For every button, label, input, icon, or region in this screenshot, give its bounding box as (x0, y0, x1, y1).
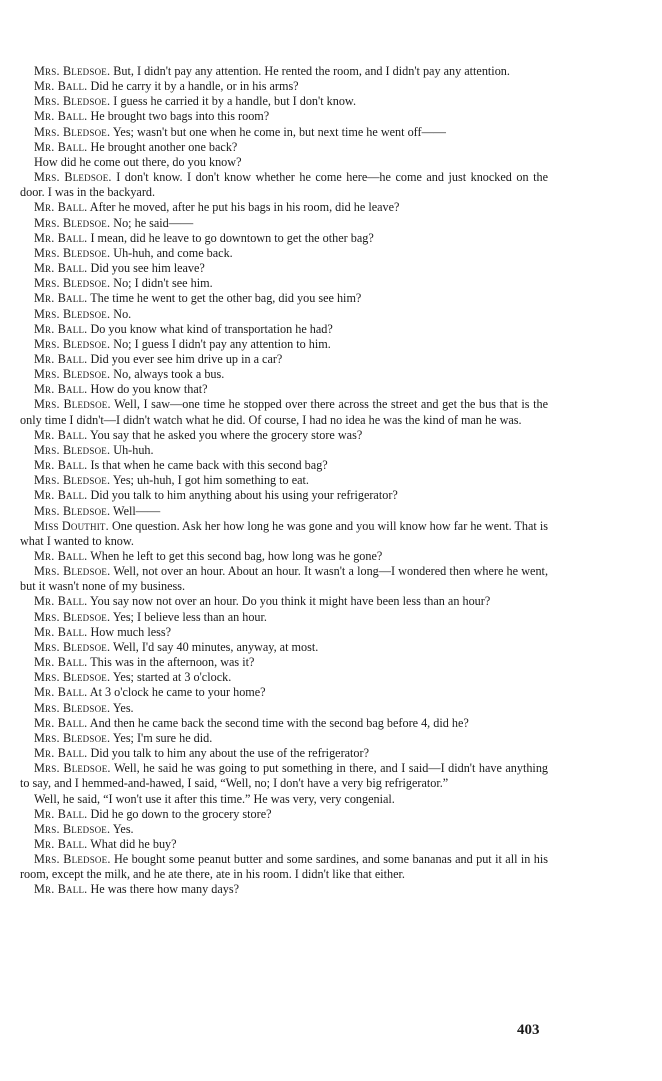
spoken-text: Did you talk to him anything about his using your refrigerator? (90, 488, 398, 503)
spoken-text: Yes; I believe less than an hour. (112, 609, 267, 624)
testimony-paragraph (20, 504, 548, 519)
speaker-name: Mr. Ball. (34, 79, 88, 94)
spoken-text: Yes; wasn't but one when he come in, but next time he went off—— (112, 124, 446, 139)
testimony-paragraph (20, 792, 548, 807)
speaker-name: Mr. Ball. (34, 427, 88, 442)
speaker-name: Mrs. Bledsoe. (34, 821, 111, 836)
speaker-name: Mrs. Bledsoe. (34, 473, 111, 488)
spoken-text: And then he came back the second time with the second bag before 4, did he? (89, 715, 469, 730)
speaker-name: Mrs. Bledsoe. (34, 670, 111, 685)
testimony-paragraph (20, 125, 548, 140)
spoken-text: The time he went to get the other bag, did you see him? (90, 291, 362, 306)
speaker-name: Mrs. Bledsoe. (34, 442, 111, 457)
testimony-paragraph (20, 473, 548, 488)
testimony-paragraph (20, 685, 548, 700)
spoken-text: Did you talk to him any about the use of the refrigerator? (90, 746, 369, 761)
testimony-paragraph (20, 367, 548, 382)
speaker-name: Mr. Ball. (34, 230, 88, 245)
testimony-paragraph (20, 610, 548, 625)
speaker-name: Mrs. Bledsoe. (34, 124, 111, 139)
speaker-name: Mrs. Bledsoe. (34, 306, 111, 321)
testimony-paragraph (20, 155, 548, 170)
speaker-name: Mrs. Bledsoe. (34, 215, 111, 230)
spoken-text: He brought another one back? (90, 139, 238, 154)
speaker-name: Mrs. Bledsoe. (34, 503, 111, 518)
page-number: 403 (517, 1022, 540, 1038)
testimony-paragraph (20, 216, 548, 231)
spoken-text: Did you see him leave? (90, 261, 205, 276)
testimony-paragraph (20, 458, 548, 473)
speaker-name: Mr. Ball. (34, 200, 88, 215)
testimony-paragraph (20, 564, 548, 594)
spoken-text: How did he come out there, do you know? (34, 154, 242, 169)
spoken-text: Well—— (113, 503, 161, 518)
testimony-paragraph (20, 655, 548, 670)
testimony-paragraph (20, 716, 548, 731)
testimony-paragraph (20, 140, 548, 155)
spoken-text: But, I didn't pay any attention. He rented the room, and I didn't pay any attention. (113, 64, 510, 78)
spoken-text: Yes. (112, 821, 134, 836)
spoken-text: Yes; uh-huh, I got him something to eat. (112, 473, 309, 488)
testimony-paragraph (20, 488, 548, 503)
spoken-text: Did you ever see him drive up in a car? (90, 351, 283, 366)
testimony-text (20, 64, 548, 898)
testimony-paragraph (20, 307, 548, 322)
spoken-text: No, always took a bus. (113, 367, 225, 382)
testimony-paragraph (20, 382, 548, 397)
spoken-text: Do you know what kind of transportation he had? (90, 321, 333, 336)
testimony-paragraph (20, 519, 548, 549)
spoken-text: Did he go down to the grocery store? (90, 806, 272, 821)
testimony-paragraph (20, 397, 548, 427)
speaker-name: Mr. Ball. (34, 458, 88, 473)
speaker-name: Mr. Ball. (34, 261, 88, 276)
testimony-paragraph (20, 322, 548, 337)
speaker-name: Mr. Ball. (34, 594, 88, 609)
testimony-paragraph (20, 261, 548, 276)
speaker-name: Mrs. Bledsoe. (34, 761, 111, 776)
testimony-paragraph (20, 640, 548, 655)
speaker-name: Mr. Ball. (34, 685, 88, 700)
speaker-name: Mr. Ball. (34, 624, 88, 639)
spoken-text: When he left to get this second bag, how long was he gone? (90, 549, 383, 563)
speaker-name: Mrs. Bledsoe. (34, 276, 111, 291)
speaker-name: Mrs. Bledsoe. (34, 336, 111, 351)
testimony-paragraph (20, 882, 548, 897)
speaker-name: Mr. Ball. (34, 139, 88, 154)
speaker-name: Mr. Ball. (34, 291, 88, 306)
spoken-text: Well, I saw—one time he stopped over there across the street and get the bus that is the only time I didn't—I didn't watch what he did. Of course, I had no idea he was the kind of man he was. (20, 397, 549, 427)
speaker-name: Mr. Ball. (34, 806, 88, 821)
testimony-paragraph (20, 837, 548, 852)
spoken-text: At 3 o'clock he came to your home? (89, 685, 266, 700)
speaker-name: Mrs. Bledsoe. (34, 367, 111, 382)
spoken-text: I don't know. I don't know whether he come here—he come and just knocked on the door. I was in the backyard. (20, 170, 549, 200)
speaker-name: Miss Douthit. (34, 518, 109, 533)
spoken-text: What did he buy? (90, 836, 177, 851)
spoken-text: Yes; I'm sure he did. (112, 730, 213, 745)
spoken-text: No; I didn't see him. (113, 276, 213, 291)
testimony-paragraph (20, 701, 548, 716)
testimony-paragraph (20, 231, 548, 246)
testimony-paragraph (20, 731, 548, 746)
spoken-text: No. (113, 306, 132, 321)
spoken-text: Is that when he came back with this second bag? (90, 458, 328, 473)
testimony-paragraph (20, 807, 548, 822)
speaker-name: Mr. Ball. (34, 746, 88, 761)
speaker-name: Mrs. Bledsoe. (34, 700, 111, 715)
spoken-text: How do you know that? (90, 382, 208, 397)
spoken-text: Well, he said he was going to put something in there, and I said—I didn't have anything to say, and I hemmed-and-hawed, I said, “Well, no; I don't have a very big refrigerator.” (20, 761, 549, 791)
speaker-name: Mrs. Bledsoe. (34, 639, 111, 654)
testimony-paragraph (20, 276, 548, 291)
testimony-paragraph (20, 625, 548, 640)
speaker-name: Mr. Ball. (34, 715, 88, 730)
testimony-paragraph (20, 94, 548, 109)
spoken-text: He bought some peanut butter and some sardines, and some bananas and put it all in his room, except the milk, and he ate there, ate in his room. I didn't like that either. (20, 852, 548, 882)
testimony-paragraph (20, 109, 548, 124)
spoken-text: Well, I'd say 40 minutes, anyway, at most. (113, 639, 319, 654)
speaker-name: Mrs. Bledsoe. (34, 564, 111, 579)
testimony-paragraph (20, 337, 548, 352)
testimony-paragraph (20, 594, 548, 609)
testimony-paragraph (20, 246, 548, 261)
testimony-paragraph (20, 443, 548, 458)
speaker-name: Mrs. Bledsoe. (34, 852, 111, 867)
testimony-paragraph (20, 170, 548, 200)
spoken-text: You say now not over an hour. Do you think it might have been less than an hour? (90, 594, 491, 609)
spoken-text: I guess he carried it by a handle, but I don't know. (113, 94, 356, 109)
spoken-text: He brought two bags into this room? (90, 109, 270, 124)
speaker-name: Mr. Ball. (34, 351, 88, 366)
spoken-text: Uh-huh. (113, 442, 154, 457)
testimony-paragraph (20, 352, 548, 367)
spoken-text: Well, not over an hour. About an hour. It wasn't a long—I wondered then where he went, but it wasn't none of my business. (20, 564, 548, 594)
speaker-name: Mrs. Bledsoe. (34, 609, 111, 624)
speaker-name: Mrs. Bledsoe. (34, 170, 112, 185)
spoken-text: Uh-huh, and come back. (113, 245, 233, 260)
speaker-name: Mr. Ball. (34, 321, 88, 336)
spoken-text: No; I guess I didn't pay any attention to him. (113, 336, 331, 351)
spoken-text: Did he carry it by a handle, or in his arms? (90, 79, 299, 94)
testimony-paragraph (20, 746, 548, 761)
testimony-paragraph (20, 670, 548, 685)
speaker-name: Mrs. Bledsoe. (34, 94, 111, 109)
testimony-paragraph (20, 291, 548, 306)
spoken-text: This was in the afternoon, was it? (90, 655, 255, 670)
spoken-text: No; he said—— (113, 215, 194, 230)
speaker-name: Mr. Ball. (34, 549, 88, 563)
speaker-name: Mrs. Bledsoe. (34, 397, 111, 412)
speaker-name: Mrs. Bledsoe. (34, 245, 111, 260)
speaker-name: Mr. Ball. (34, 882, 88, 897)
testimony-paragraph (20, 428, 548, 443)
speaker-name: Mr. Ball. (34, 488, 88, 503)
spoken-text: Yes; started at 3 o'clock. (112, 670, 232, 685)
testimony-paragraph (20, 761, 548, 791)
spoken-text: Yes. (112, 700, 134, 715)
testimony-paragraph (20, 64, 548, 79)
testimony-paragraph (20, 822, 548, 837)
speaker-name: Mr. Ball. (34, 382, 88, 397)
speaker-name: Mr. Ball. (34, 836, 88, 851)
speaker-name: Mr. Ball. (34, 109, 88, 124)
testimony-paragraph (20, 200, 548, 215)
spoken-text: How much less? (90, 624, 172, 639)
speaker-name: Mr. Ball. (34, 655, 88, 670)
testimony-paragraph (20, 852, 548, 882)
speaker-name: Mrs. Bledsoe. (34, 730, 111, 745)
spoken-text: One question. Ask her how long he was gone and you will know how far he went. That is what I wanted to know. (20, 518, 549, 548)
speaker-name: Mrs. Bledsoe. (34, 64, 111, 78)
spoken-text: Well, he said, “I won't use it after this time.” He was very, very congenial. (34, 791, 395, 806)
spoken-text: You say that he asked you where the grocery store was? (90, 427, 363, 442)
spoken-text: I mean, did he leave to go downtown to get the other bag? (90, 230, 374, 245)
testimony-paragraph (20, 79, 548, 94)
testimony-paragraph (20, 549, 548, 564)
spoken-text: He was there how many days? (90, 882, 240, 897)
spoken-text: After he moved, after he put his bags in his room, did he leave? (89, 200, 400, 215)
